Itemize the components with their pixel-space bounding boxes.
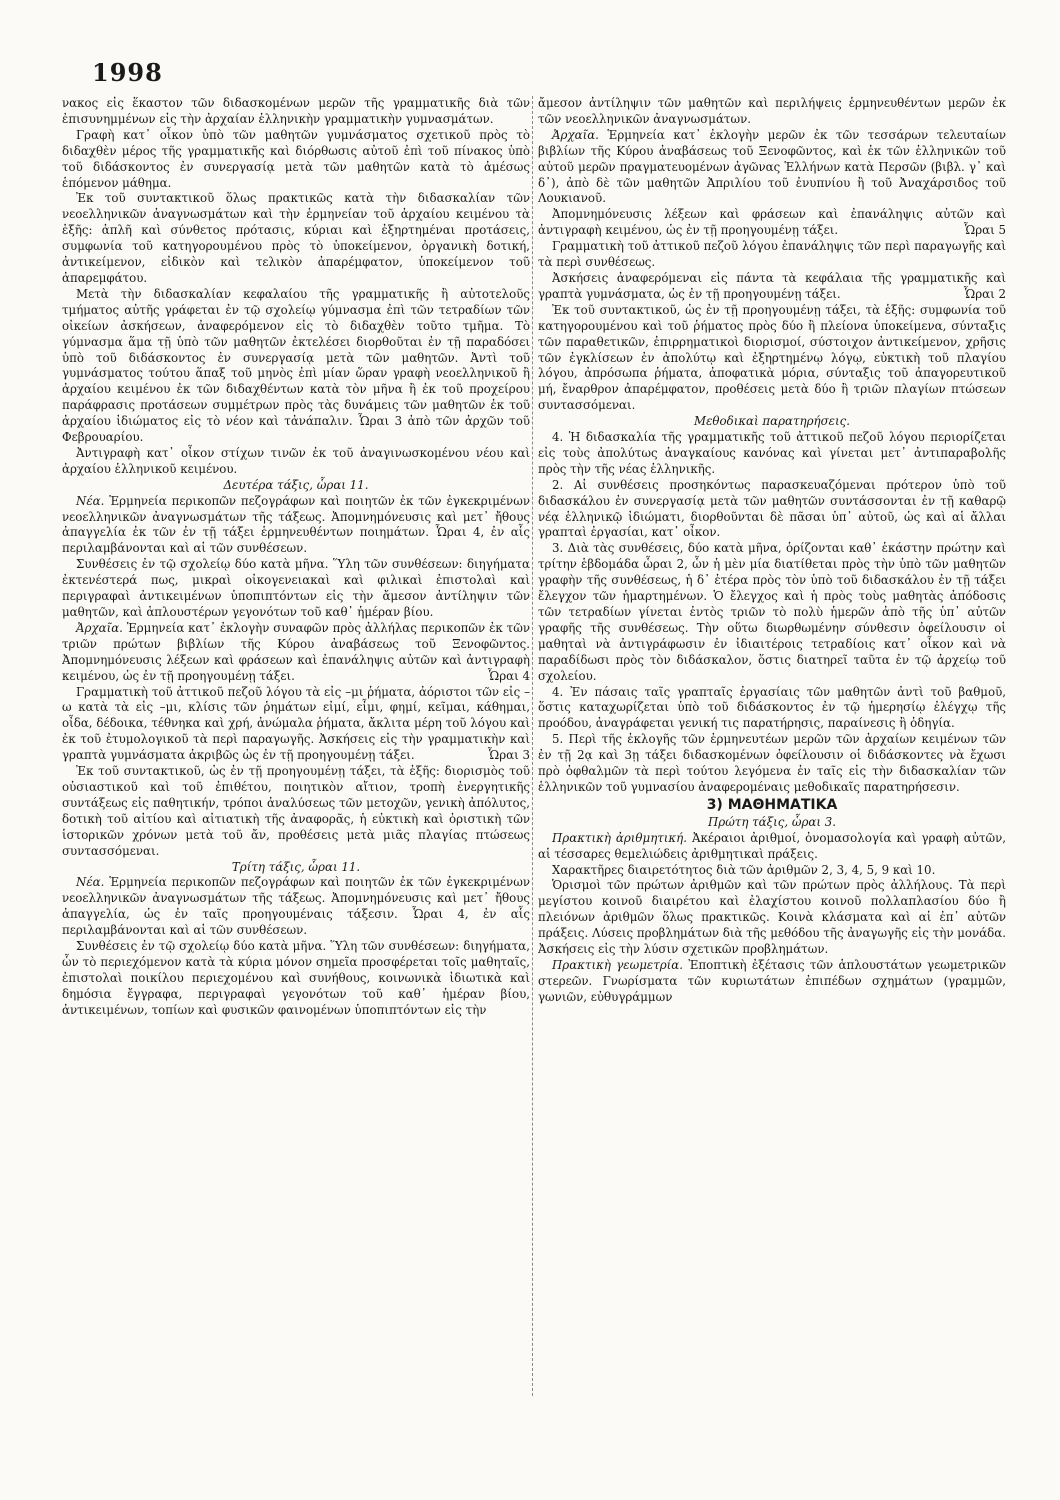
right-column: [538, 96, 1006, 1481]
paragraph-label: Ἀρχαῖα.: [552, 127, 599, 142]
paragraph-label: Νέα.: [76, 493, 105, 508]
paragraph: [538, 271, 1006, 303]
paragraph-text: Ἀπομνημόνευσις λέξεων καὶ φράσεων καὶ ἐπανάληψις αὐτῶν καὶ ἀντιγραφὴ κειμένου, ὡς ἐν τῇ προηγουμένῃ τάξει.: [538, 207, 1006, 238]
paragraph: [538, 207, 1006, 239]
paragraph: Συνθέσεις ἐν τῷ σχολείῳ δύο κατὰ μῆνα. Ὕλη τῶν συνθέσεων: διηγήματα, ὧν τὸ περιεχόμενον κατὰ τὰ κύρια μόνον σημεῖα προσφέρεται τοῖς μαθηταῖς, ἐπιστολαὶ ποικίλου περιεχομένου καὶ συνήθους, κοινωνικὰ ἰδιωτικὰ καὶ δημόσια ἔγγραφα, περιγραφαὶ γεγονότων τοῦ καθ᾽ ἡμέραν βίου, ἀντικειμένων, τοπίων καὶ φυσικῶν φαινομένων ὑποπιπτόντων εἰς τὴν: [62, 939, 530, 1017]
paragraph: Γραφὴ κατ᾽ οἶκον ὑπὸ τῶν μαθητῶν γυμνάσματος σχετικοῦ πρὸς τὸ διδαχθὲν μέρος τῆς γραμματικῆς καὶ διόρθωσις αὐτοῦ ἐπὶ τοῦ πίνακος ὑπὸ τοῦ διδάσκοντος ἐν συνεργασίᾳ μετὰ τῶν μαθητῶν κατὰ τὸ ἀμέσως ἑπόμενον μάθημα.: [62, 127, 530, 190]
paragraph-text: Ἑρμηνεία κατ᾽ ἐκλογὴν μερῶν ἐκ τῶν τεσσάρων τελευταίων βιβλίων τῆς Κύρου ἀναβάσεως τοῦ Ξενοφῶντος, καὶ ἐκ τῶν ἑλληνικῶν τοῦ αὐτοῦ μερῶν πραγματευομένων ἀγῶνας Ἑλλήνων κατὰ Περσῶν (βιβλ. γ᾽ καὶ δ᾽), ἀπὸ δὲ τῶν μαθητῶν Ἀπριλίου τοῦ ἐνυπνίου ἢ τοῦ Ἀναχάρσιδος τοῦ Λουκιανοῦ.: [538, 127, 1006, 206]
section-subheading: Μεθοδικαὶ παρατηρήσεις.: [693, 414, 850, 429]
paragraph: Ἐκ τοῦ συντακτικοῦ, ὡς ἐν τῇ προηγουμένῃ τάξει, τὰ ἑξῆς: συμφωνία τοῦ κατηγορουμένου καὶ τοῦ ῥήματος πρὸς δύο ἢ πλείονα ὑποκείμενα, σύνταξις τῶν παραθετικῶν, ἐπιρρηματικοὶ διορισμοί, σύστοιχον ἀντικείμενον, χρῆσις τῶν ἐγκλίσεων ἐν ἀπολύτῳ καὶ ἐξηρτημένῳ λόγῳ, εὐκτικὴ τοῦ πλαγίου λόγου, ἀπρόσωπα ῥήματα, ἀποφατικὰ μόρια, σύνταξις τοῦ ἀπαγορευτικοῦ μή, ἔναρθρον ἀπαρέμφατον, προθέσεις μετὰ δύο ἢ τριῶν πλαγίων πτώσεων συντασσόμεναι.: [538, 302, 1006, 413]
paragraph: [538, 128, 1006, 208]
column-divider: [532, 96, 534, 1396]
paragraph-label: Πρακτικὴ ἀριθμητική.: [552, 830, 687, 845]
paragraph-label: Νέα.: [76, 875, 105, 890]
paragraph: 2. Αἱ συνθέσεις προσηκόντως παρασκευαζόμεναι πρότερον ὑπὸ τοῦ διδασκάλου ἐν συνεργασίᾳ μετὰ τῶν μαθητῶν συντάσσονται ἐν τῇ καθαρῷ νέᾳ ἑλληνικῷ ἰδιώματι, διορθοῦνται δὲ πᾶσαι ὑπ᾽ αὐτοῦ, ὡς καὶ αἱ ἄλλαι γραπταὶ ἐργασίαι, κατ᾽ οἶκον.: [538, 477, 1006, 540]
hours-note: Ὧραι 2: [963, 286, 1006, 301]
paragraph: Συνθέσεις ἐν τῷ σχολείῳ δύο κατὰ μῆνα. Ὕλη τῶν συνθέσεων: διηγήματα ἐκτενέστερά πως, μικραὶ οἰκογενειακαὶ καὶ φιλικαὶ ἐπιστολαὶ καὶ περιγραφαὶ ἀντικειμένων ὑποπιπτόντων εἰς τὴν ἄμεσον ἀντίληψιν τῶν μαθητῶν, καὶ ἁπλουστέρων γεγονότων τοῦ καθ᾽ ἡμέραν βίου.: [62, 557, 530, 619]
section-subheading: Δευτέρα τάξις, ὧραι 11.: [223, 477, 369, 492]
hours-note: Ὧραι 3: [487, 748, 530, 763]
paragraph: Ἐκ τοῦ συντακτικοῦ ὅλως πρακτικῶς κατὰ τὴν διδασκαλίαν τῶν νεοελληνικῶν ἀναγνωσμάτων καὶ τὴν ἑρμηνείαν τοῦ ἀρχαίου κειμένου τὰ ἑξῆς: ἁπλῆ καὶ σύνθετος πρότασις, κύριαι καὶ ἐξηρτημέναι προτάσεις, συμφωνία τοῦ κατηγορουμένου πρὸς τὸ ὑποκείμενον, ὀργανικὴ δοτική, ἀντικείμενον, εἰδικὸν καὶ τελικὸν ἀπαρέμφατον, ὑποκείμενον τοῦ ἀπαρεμφάτου.: [62, 191, 530, 285]
paragraph: [62, 621, 530, 685]
paragraph: Μετὰ τὴν διδασκαλίαν κεφαλαίου τῆς γραμματικῆς ἢ αὐτοτελοῦς τμήματος αὐτῆς γράφεται ἐν τῷ σχολείῳ γύμνασμα ἐπὶ τῶν τετραδίων τῶν οἰκείων ἀσκήσεων, ἀναφερόμενον εἰς τὸ διδαχθὲν τοῦτο τμῆμα. Τὸ γύμνασμα ἅμα τῇ ὑπὸ τῶν μαθητῶν ἐκτελέσει διορθοῦται ἐν τῇ παραδόσει ὑπὸ τοῦ διδάσκοντος ἐν συνεργασίᾳ μετὰ τῶν μαθητῶν. Ἀντὶ τοῦ γυμνάσματος τούτου ἅπαξ τοῦ μηνὸς ἐπὶ μίαν ὥραν γραφὴ νεοελληνικοῦ ἢ ἀρχαίου κειμένου ἐκ τῶν διδαχθέντων κατὰ τὸν μῆνα ἢ ἐκ τοῦ προχείρου παράφρασις προτάσεων συμμέτρων πρὸς τὰς δυνάμεις τῶν μαθητῶν ἐκ τοῦ ἀρχαίου ἰδιώματος εἰς τὸ νέον καὶ τἀνάπαλιν. Ὧραι 3 ἀπὸ τῶν ἀρχῶν τοῦ Φεβρουαρίου.: [62, 286, 530, 445]
paragraph-text: Ἑρμηνεία κατ᾽ ἐκλογὴν συναφῶν πρὸς ἀλλήλας περικοπῶν ἐκ τῶν τριῶν πρώτων βιβλίων τῆς Κύρου ἀναβάσεως τοῦ Ξενοφῶντος. Ἀπομνημόνευσις λέξεων καὶ φράσεων καὶ ἐπανάληψις αὐτῶν καὶ ἀντιγραφὴ κειμένου, ὡς ἐν τῇ προηγουμένῃ τάξει.: [62, 620, 530, 683]
section-subheading: Πρώτη τάξις, ὧραι 3.: [707, 814, 837, 829]
section-subheading: Τρίτη τάξις, ὧραι 11.: [231, 859, 361, 874]
paragraph-text: Γραμματικὴ τοῦ ἀττικοῦ πεζοῦ λόγου τὰ εἰς –μι ῥήματα, ἀόριστοι τῶν εἰς –ω κατὰ τὰ εἰς –μι, κλίσις τῶν ῥημάτων εἰμί, εἶμι, φημί, κεῖμαι, κάθημαι, οἶδα, δέδοικα, τέθνηκα καὶ χρή, ἀνώμαλα ῥήματα, ἄκλιτα μέρη τοῦ λόγου καὶ ἐκ τοῦ ἐτυμολογικοῦ τὰ περὶ παραγωγῆς. Ἀσκήσεις εἰς τὴν γραμματικὴν καὶ γραπτὰ γυμνάσματα ἀκριβῶς ὡς ἐν τῇ προηγουμένῃ τάξει.: [62, 684, 530, 763]
paragraph: [538, 831, 1006, 863]
paragraph: [62, 685, 530, 765]
paragraph: 4. Ἡ διδασκαλία τῆς γραμματικῆς τοῦ ἀττικοῦ πεζοῦ λόγου περιορίζεται εἰς τοὺς ἀπολύτως ἀναγκαίους κανόνας καὶ γίνεται μετ᾽ ἀντιπαραβολῆς πρὸς τὴν τῆς νέας ἑλληνικῆς.: [538, 430, 1006, 476]
paragraph: 3. Διὰ τὰς συνθέσεις, δύο κατὰ μῆνα, ὁρίζονται καθ᾽ ἑκάστην πρώτην καὶ τρίτην ἑβδομάδα ὧραι 2, ὧν ἡ μὲν μία διατίθεται πρὸς τὴν ὑπὸ τῶν μαθητῶν γραφὴν τῆς συνθέσεως, ἡ δ᾽ ἑτέρα πρὸς τὸν ὑπὸ τοῦ διδασκάλου ἐν τῇ τάξει ἔλεγχον τῶν ἡμαρτημένων. Ὁ ἔλεγχος καὶ ἡ πρὸς τοὺς μαθητὰς ἀπόδοσις τῶν τετραδίων γίνεται ἐντὸς τριῶν τὸ πολὺ ἡμερῶν ἀπὸ τῆς ὑπ᾽ αὐτῶν γραφῆς τῆς συνθέσεως. Τὴν οὕτω διωρθωμένην σύνθεσιν ὀφείλουσιν οἱ μαθηταὶ νὰ ἀντιγράφωσιν ἐν ἰδιαιτέροις τετραδίοις κατ᾽ οἶκον καὶ νὰ παραδίδωσι πρὸς τὸν διδάσκαλον, ὅστις διατηρεῖ ταῦτα ἐν τῷ ἀρχείῳ τοῦ σχολείου.: [538, 541, 1006, 683]
left-column: [62, 96, 530, 1481]
paragraph: ἄμεσον ἀντίληψιν τῶν μαθητῶν καὶ περιλήψεις ἑρμηνευθέντων μερῶν ἐκ τῶν νεοελληνικῶν ἀναγνωσμάτων.: [538, 96, 1006, 126]
paragraph: 5. Περὶ τῆς ἐκλογῆς τῶν ἑρμηνευτέων μερῶν τῶν ἀρχαίων κειμένων τῶν ἐν τῇ 2ᾳ καὶ 3ῃ τάξει διδασκομένων ὀφείλουσιν οἱ διδάσκοντες νὰ ἔχωσι πρὸ ὀφθαλμῶν τὰ περὶ τούτου λεγόμενα ἐν ταῖς εἰς τὴν διδασκαλίαν τῶν ἑλληνικῶν τοῦ γυμνασίου ἀναφερομέναις μεθοδικαῖς παρατηρήσεσιν.: [538, 732, 1006, 794]
paragraph-text: Ἐποπτικὴ ἐξέτασις τῶν ἁπλουστάτων γεωμετρικῶν στερεῶν. Γνωρίσματα τῶν κυριωτάτων ἐπιπέδων σχημάτων (γραμμῶν, γωνιῶν, εὐθυγράμμων: [538, 957, 1006, 1004]
paragraph-label: Ἀρχαῖα.: [76, 620, 123, 635]
paragraph-text: Ἀσκήσεις ἀναφερόμεναι εἰς πάντα τὰ κεφάλαια τῆς γραμματικῆς καὶ γραπτὰ γυμνάσματα, ὡς ἐν τῇ προηγουμένῃ τάξει.: [538, 270, 1006, 301]
paragraph-label: Πρακτικὴ γεωμετρία.: [552, 957, 683, 972]
hours-note: Ὧραι 4: [487, 668, 530, 683]
paragraph-text: Ἑρμηνεία περικοπῶν πεζογράφων καὶ ποιητῶν ἐκ τῶν ἐγκεκριμένων νεοελληνικῶν ἀναγνωσμάτων τῆς τάξεως. Ἀπομνημόνευσις καὶ μετ᾽ ἤθους ἀπαγγελία ἐκ τῶν ἐν τῇ τάξει ἑρμηνευθέντων ποιημάτων. Ὧραι 4, ἐν αἷς περιλαμβάνονται καὶ αἱ τῶν συνθέσεων.: [62, 493, 530, 556]
section-heading: 3) ΜΑΘΗΜΑΤΙΚΑ: [706, 796, 838, 813]
paragraph: Ὁρισμοὶ τῶν πρώτων ἀριθμῶν καὶ τῶν πρώτων πρὸς ἀλλήλους. Τὰ περὶ μεγίστου κοινοῦ διαιρέτου καὶ ἐλαχίστου κοινοῦ πολλαπλασίου δύο ἢ πλειόνων ἀριθμῶν ὅλως πρακτικῶς. Κοινὰ κλάσματα καὶ αἱ ἐπ᾽ αὐτῶν πράξεις. Λύσεις προβλημάτων διὰ τῆς μεθόδου τῆς ἀναγωγῆς εἰς τὴν μονάδα. Ἀσκήσεις εἰς τὴν λύσιν σχετικῶν προβλημάτων.: [538, 878, 1006, 957]
paragraph: νακος εἰς ἕκαστον τῶν διδασκομένων μερῶν τῆς γραμματικῆς διὰ τῶν ἐπισυνημμένων εἰς τὴν ἀρχαίαν ἑλληνικὴν γραμματικὴν γυμνασμάτων.: [62, 96, 530, 126]
hours-note: Ὧραι 5: [963, 223, 1006, 238]
paragraph-text: Ἀκέραιοι ἀριθμοί, ὀνομασολογία καὶ γραφὴ αὐτῶν, αἱ τέσσαρες θεμελιώδεις ἀριθμητικαὶ πράξεις.: [538, 830, 1006, 861]
paragraph: Χαρακτῆρες διαιρετότητος διὰ τῶν ἀριθμῶν 2, 3, 4, 5, 9 καὶ 10.: [552, 862, 936, 877]
paragraph-text: Ἑρμηνεία περικοπῶν πεζογράφων καὶ ποιητῶν ἐκ τῶν ἐγκεκριμένων νεοελληνικῶν ἀναγνωσμάτων τῆς τάξεως. Ἀπομνημόνευσις καὶ μετ᾽ ἤθους ἀπαγγελία, ὡς ἐν ταῖς προηγουμέναις τάξεσιν. Ὧραι 4, ἐν αἷς περιλαμβάνονται καὶ αἱ τῶν συνθέσεων.: [62, 875, 530, 938]
page-number: 1998: [92, 58, 163, 87]
paragraph: Ἐκ τοῦ συντακτικοῦ, ὡς ἐν τῇ προηγουμένῃ τάξει, τὰ ἑξῆς: διορισμὸς τοῦ οὐσιαστικοῦ καὶ τοῦ ἐπιθέτου, ποιητικὸν αἴτιον, τροπὴ ἐνεργητικῆς συντάξεως εἰς παθητικήν, τρόποι ἀναλύσεως τῶν μετοχῶν, γενικὴ ἀπόλυτος, δοτικὴ τοῦ αἰτίου καὶ αἰτιατικὴ τῆς ἀναφορᾶς, ἡ εὐκτικὴ καὶ ὁριστικὴ τῶν ἱστορικῶν χρόνων μετὰ τοῦ ἄν, προθέσεις μετὰ μιᾶς πλαγίας πτώσεως συντασσόμεναι.: [62, 764, 530, 858]
paragraph: [62, 875, 530, 939]
paragraph: 4. Ἐν πάσαις ταῖς γραπταῖς ἐργασίαις τῶν μαθητῶν ἀντὶ τοῦ βαθμοῦ, ὅστις καταχωρίζεται ὑπὸ τοῦ διδάσκοντος ἐν τῷ ἡμερησίῳ ἐλέγχῳ τῆς προόδου, ἀναγράφεται γενική τις παρατήρησις, παραίνεσις ἢ ὁδηγία.: [538, 684, 1006, 731]
paragraph: Γραμματικὴ τοῦ ἀττικοῦ πεζοῦ λόγου ἐπανάληψις τῶν περὶ παραγωγῆς καὶ τὰ περὶ συνθέσεως.: [538, 239, 1006, 270]
paragraph: [538, 958, 1006, 1006]
paragraph: [62, 494, 530, 558]
paragraph: Ἀντιγραφὴ κατ᾽ οἶκον στίχων τινῶν ἐκ τοῦ ἀναγινωσκομένου νέου καὶ ἀρχαίου ἑλληνικοῦ κειμένου.: [62, 445, 530, 476]
